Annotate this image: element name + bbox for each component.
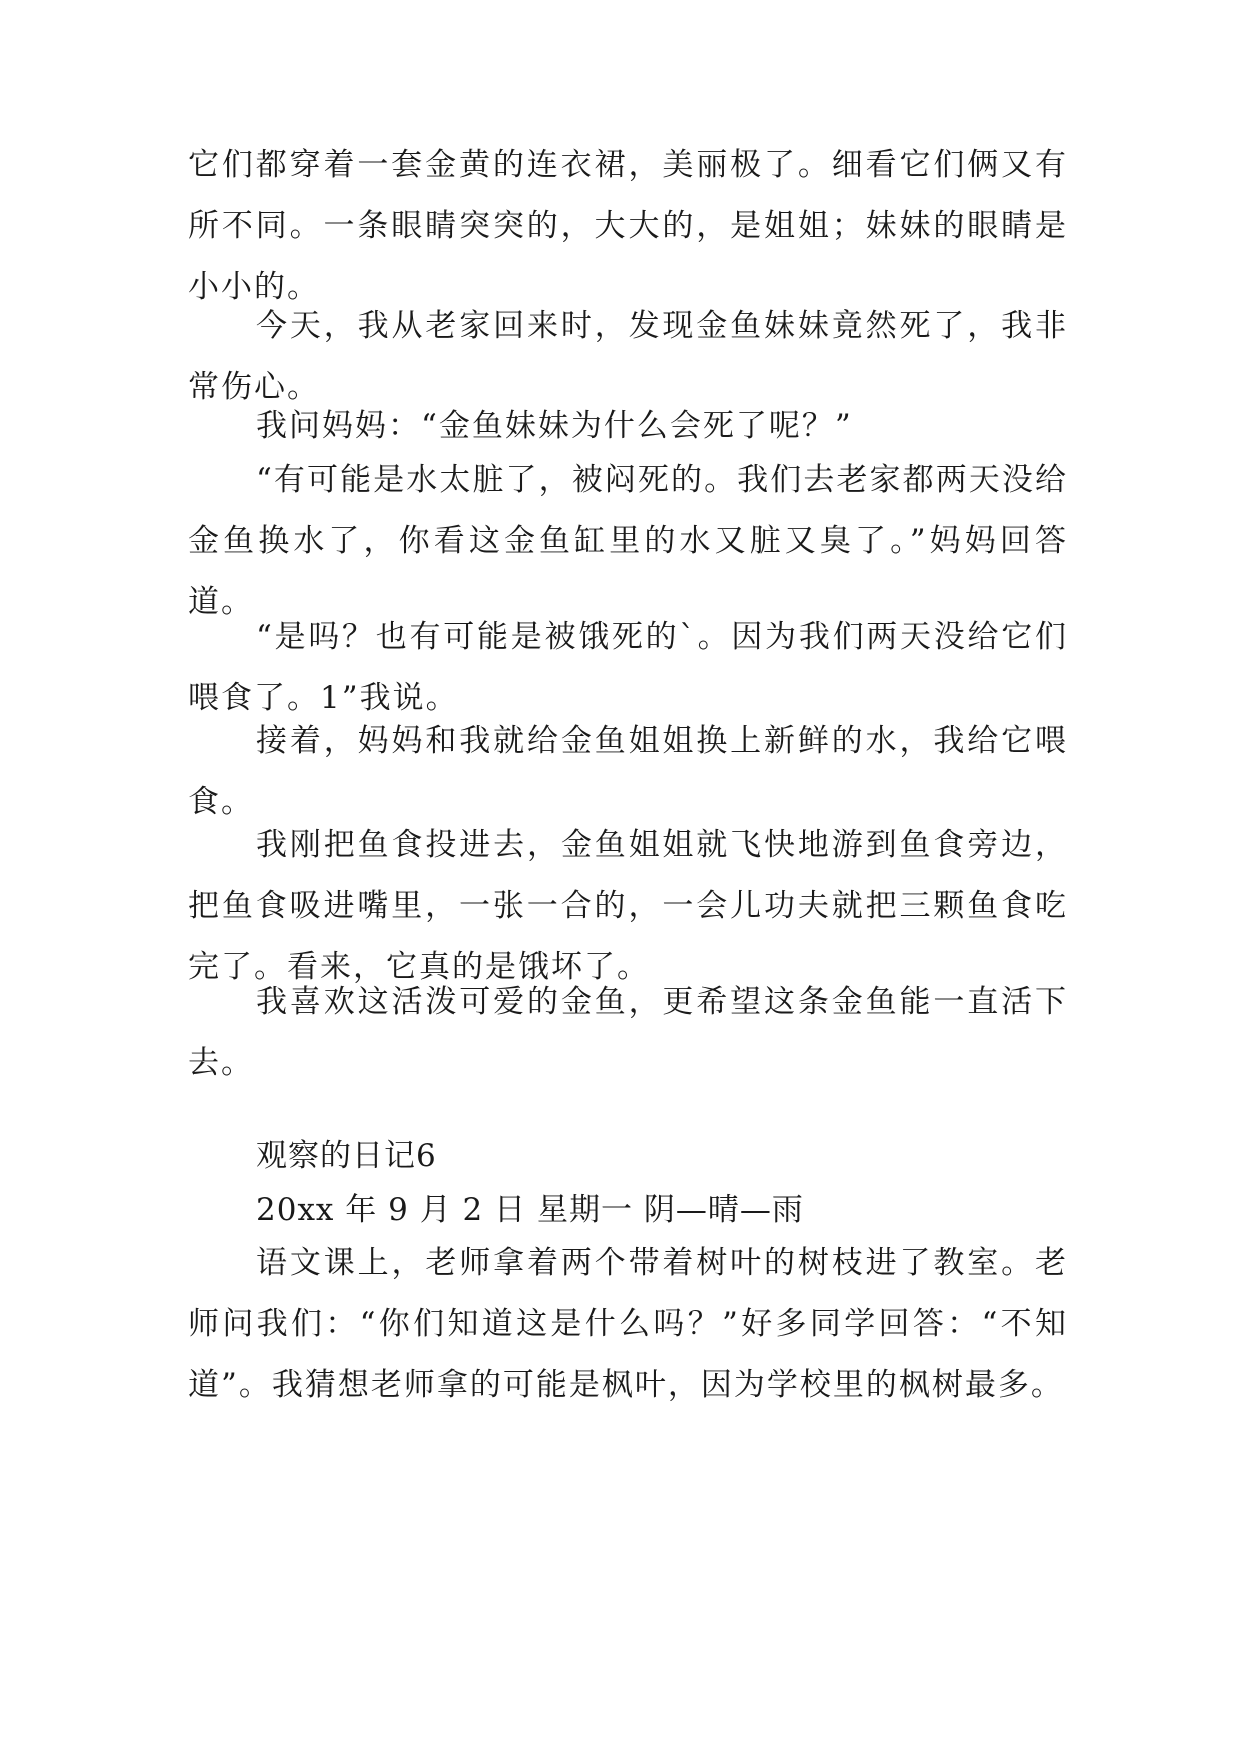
diary-date-line: 20xx 年 9 月 2 日 星期一 阴—晴—雨 [256, 1192, 804, 1228]
paragraph-feeding: 我刚把鱼食投进去，金鱼姐姐就飞快地游到鱼食旁边，把鱼食吸进嘴里，一张一合的，一会儿功夫就把三颗鱼食吃完了。看来，它真的是饿坏了。 [188, 827, 1068, 985]
paragraph-my-reply: “是吗？也有可能是被饿死的`。因为我们两天没给它们喂食了。1”我说。 [188, 619, 1068, 716]
paragraph-change-water: 接着，妈妈和我就给金鱼姐姐换上新鲜的水，我给它喂食。 [188, 723, 1068, 820]
diary-title: 观察的日记6 [256, 1138, 437, 1174]
paragraph-goldfish-died: 今天，我从老家回来时，发现金鱼妹妹竟然死了，我非常伤心。 [188, 308, 1068, 405]
paragraph-closing: 我喜欢这活泼可爱的金鱼，更希望这条金鱼能一直活下去。 [188, 984, 1068, 1081]
paragraph-goldfish-description: 它们都穿着一套金黄的连衣裙，美丽极了。细看它们俩又有所不同。一条眼睛突突的，大大的，是姐姐；妹妹的眼睛是小小的。 [188, 147, 1068, 305]
paragraph-ask-mom: 我问妈妈：“金鱼妹妹为什么会死了呢？” [256, 408, 853, 444]
paragraph-mom-answer: “有可能是水太脏了，被闷死的。我们去老家都两天没给金鱼换水了，你看这金鱼缸里的水又脏又臭了。”妈妈回答道。 [188, 462, 1068, 620]
paragraph-chinese-class: 语文课上，老师拿着两个带着树叶的树枝进了教室。老师问我们：“你们知道这是什么吗？”好多同学回答：“不知道”。我猜想老师拿的可能是枫叶，因为学校里的枫树最多。 [188, 1245, 1068, 1403]
